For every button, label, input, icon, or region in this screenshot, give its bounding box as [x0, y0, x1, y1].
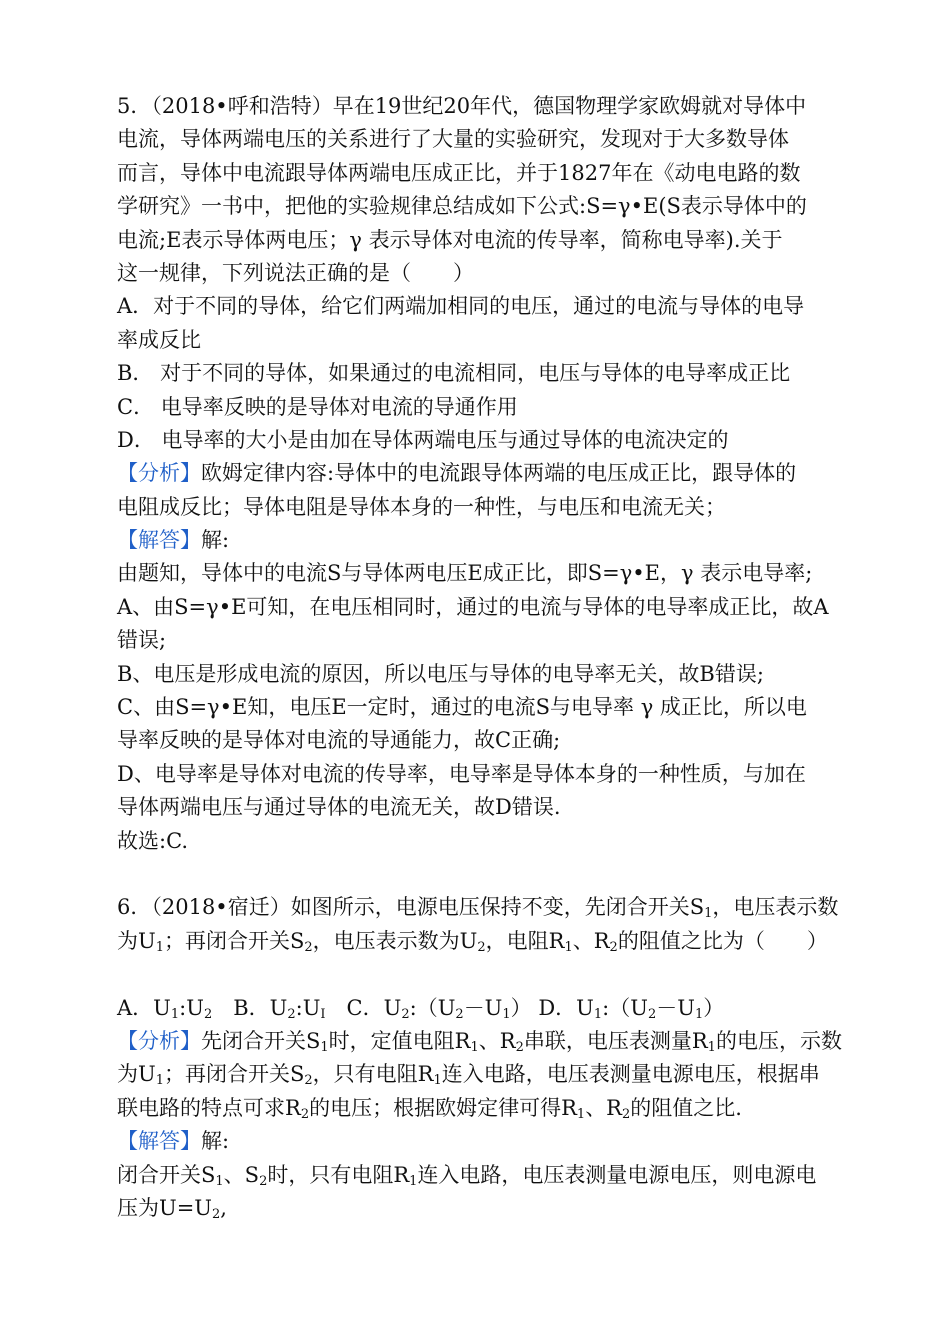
answer-line: C、由S=γ•E知，电压E一定时，通过的电流S与电导率 γ 成正比，所以电 [117, 695, 807, 720]
subscript: 2 [203, 1006, 213, 1022]
text-run: 、R [585, 1095, 622, 1120]
answer-tag: 【解答】 [117, 1129, 201, 1154]
text-run: 的电压；根据欧姆定律可得R [309, 1095, 577, 1120]
text-run: ，电压表示数为U [312, 928, 478, 953]
subscript: 2 [212, 1206, 221, 1222]
text-run: C．U [325, 995, 402, 1020]
text-run: ） D．U [510, 995, 594, 1020]
question-5 [117, 90, 857, 858]
text-run: 为U [117, 928, 156, 953]
text-run: 为U [117, 1062, 156, 1087]
answer-line [117, 1125, 857, 1158]
text-run: ；再闭合开关S [163, 928, 305, 953]
subscript: 1 [576, 1106, 586, 1122]
analysis-line [117, 457, 857, 490]
subscript: 1 [170, 1006, 180, 1022]
text-run: 、R [478, 1028, 516, 1053]
option-b-line: B． 对于不同的导体，如果通过的电流相同，电压与导体的电导率成正比 [117, 361, 791, 386]
text-run: 6．（2018•宿迁）如图所示，电源电压保持不变，先闭合开关S [117, 895, 705, 920]
option-c-line: C． 电导率反映的是导体对电流的导通作用 [117, 394, 518, 419]
subscript: 1 [155, 1073, 164, 1089]
text-run: ；再闭合开关S [163, 1062, 305, 1087]
text-run: 时，定值电阻R [328, 1028, 471, 1053]
subscript: 1 [155, 939, 164, 955]
answer-line: D、电导率是导体对电流的传导率，电导率是导体本身的一种性质，与加在 [117, 761, 806, 786]
answer-line: 导体两端电压与通过导体的电流无关，故D错误. [117, 795, 561, 820]
subscript: 2 [300, 1106, 310, 1122]
answer-line [117, 1192, 857, 1225]
text-run: :U [179, 995, 204, 1020]
option-a-line: 率成反比 [117, 327, 201, 352]
subscript: 2 [515, 1039, 524, 1055]
text-run: :U [295, 995, 321, 1020]
text-run: ，电阻R [485, 928, 565, 953]
question-6 [117, 891, 857, 1225]
question-6-stem-line [117, 925, 857, 958]
text-run: ，电压表示数 [712, 895, 839, 920]
analysis-line: 电阻成反比；导体电阻是导体本身的一种性，与电压和电流无关； [117, 494, 726, 519]
subscript: 1 [593, 1006, 603, 1022]
question-5-stem-line: 5．（2018•呼和浩特）早在19世纪20年代，德国物理学家欧姆就对导体中 [117, 94, 807, 118]
text-run: 连入电路，电压表测量电源电压，则电源电 [417, 1162, 817, 1187]
text-run: ，只有电阻R [312, 1062, 434, 1087]
question-5-stem-line: 而言，导体中电流跟导体两端电压成正比，并于1827年在《动电电路的数 [117, 160, 801, 185]
subscript: 1 [470, 1039, 479, 1055]
analysis-text: 欧姆定律内容:导体中的电流跟导体两端的电压成正比，跟导体的 [201, 461, 797, 486]
text-run: 的阻值之比为（ ） [617, 928, 828, 953]
text-run: 的电压，示数 [715, 1028, 842, 1053]
spacer [117, 958, 857, 991]
text-run: :（U [409, 995, 456, 1020]
subscript: 2 [455, 1006, 464, 1022]
subscript: 2 [477, 939, 486, 955]
text-run: , [220, 1195, 227, 1220]
question-5-stem-line: 电流，导体两端电压的关系进行了大量的实验研究，发现对于大多数导体 [117, 127, 789, 152]
subscript: 1 [320, 1039, 329, 1055]
subscript: 1 [215, 1173, 224, 1189]
document-page [117, 90, 857, 1225]
text-run: －U [463, 995, 503, 1020]
analysis-line [117, 1058, 857, 1091]
subscript: 2 [622, 1106, 631, 1122]
analysis-tag: 【分析】 [117, 461, 201, 486]
answer-line: B、电压是形成电流的原因，所以电压与导体的电导率无关，故B错误; [117, 661, 764, 686]
answer-tag: 【解答】 [117, 528, 201, 553]
analysis-tag: 【分析】 [117, 1028, 201, 1053]
subscript: 1 [704, 906, 713, 922]
text-run: 时，只有电阻R [267, 1162, 410, 1187]
text-run: :（U [602, 995, 648, 1020]
text-run: 的阻值之比. [630, 1095, 742, 1120]
answer-head: 解: [201, 1129, 230, 1154]
question-5-stem-line: 这一规律，下列说法正确的是（ ） [117, 260, 474, 285]
subscript: 2 [287, 1006, 296, 1022]
subscript: 1 [694, 1006, 704, 1022]
answer-line [117, 1159, 857, 1192]
subscript: 1 [502, 1006, 511, 1022]
subscript: 1 [433, 1073, 442, 1089]
answer-line: 由题知，导体中的电流S与导体两电压E成正比，即S=γ•E，γ 表示电导率; [117, 561, 813, 586]
option-d-line: D． 电导率的大小是由加在导体两端电压与通过导体的电流决定的 [117, 427, 729, 452]
subscript: 1 [564, 939, 573, 955]
text-run: 先闭合开关S [201, 1028, 321, 1053]
options-line [117, 992, 857, 1025]
answer-line: 导率反映的是导体对电流的导通能力，故C正确; [117, 728, 561, 753]
answer-line: 错误; [117, 628, 167, 653]
spacer [117, 858, 857, 891]
subscript: 2 [609, 939, 618, 955]
text-run: B．U [212, 995, 288, 1020]
answer-head: 解: [201, 528, 230, 553]
text-run: 、S [223, 1162, 260, 1187]
answer-line: A、由S=γ•E可知，在电压相同时，通过的电流与导体的电导率成正比，故A [117, 594, 829, 619]
text-run: 压为U=U [117, 1195, 212, 1220]
subscript: 2 [304, 939, 313, 955]
question-5-stem-line: 学研究》一书中，把他的实验规律总结成如下公式:S=γ•E(S表示导体中的 [117, 194, 807, 219]
subscript: 2 [401, 1006, 410, 1022]
text-run: ） [703, 995, 725, 1020]
text-run: 串联，电压表测量R [523, 1028, 708, 1053]
text-run: －U [656, 995, 695, 1020]
question-5-stem-line: 电流;E表示导体两电压；γ 表示导体对电流的传导率，简称电导率).关于 [117, 227, 783, 252]
text-run: 、R [572, 928, 610, 953]
text-run: A．U [117, 995, 171, 1020]
subscript: 1 [409, 1173, 418, 1189]
answer-line [117, 524, 857, 557]
subscript: I [320, 1006, 326, 1022]
analysis-line [117, 1025, 857, 1058]
text-run: 联电路的特点可求R [117, 1095, 301, 1120]
option-a-line: A．对于不同的导体，给它们两端加相同的电压，通过的电流与导体的电导 [117, 294, 805, 319]
subscript: 1 [707, 1039, 716, 1055]
analysis-line [117, 1092, 857, 1125]
answer-choice-line: 故选:C. [117, 828, 189, 853]
subscript: 2 [647, 1006, 657, 1022]
text-run: 连入电路，电压表测量电源电压，根据串 [441, 1062, 820, 1087]
question-6-stem-line [117, 891, 857, 924]
subscript: 2 [304, 1073, 313, 1089]
subscript: 2 [259, 1173, 268, 1189]
text-run: 闭合开关S [117, 1162, 216, 1187]
